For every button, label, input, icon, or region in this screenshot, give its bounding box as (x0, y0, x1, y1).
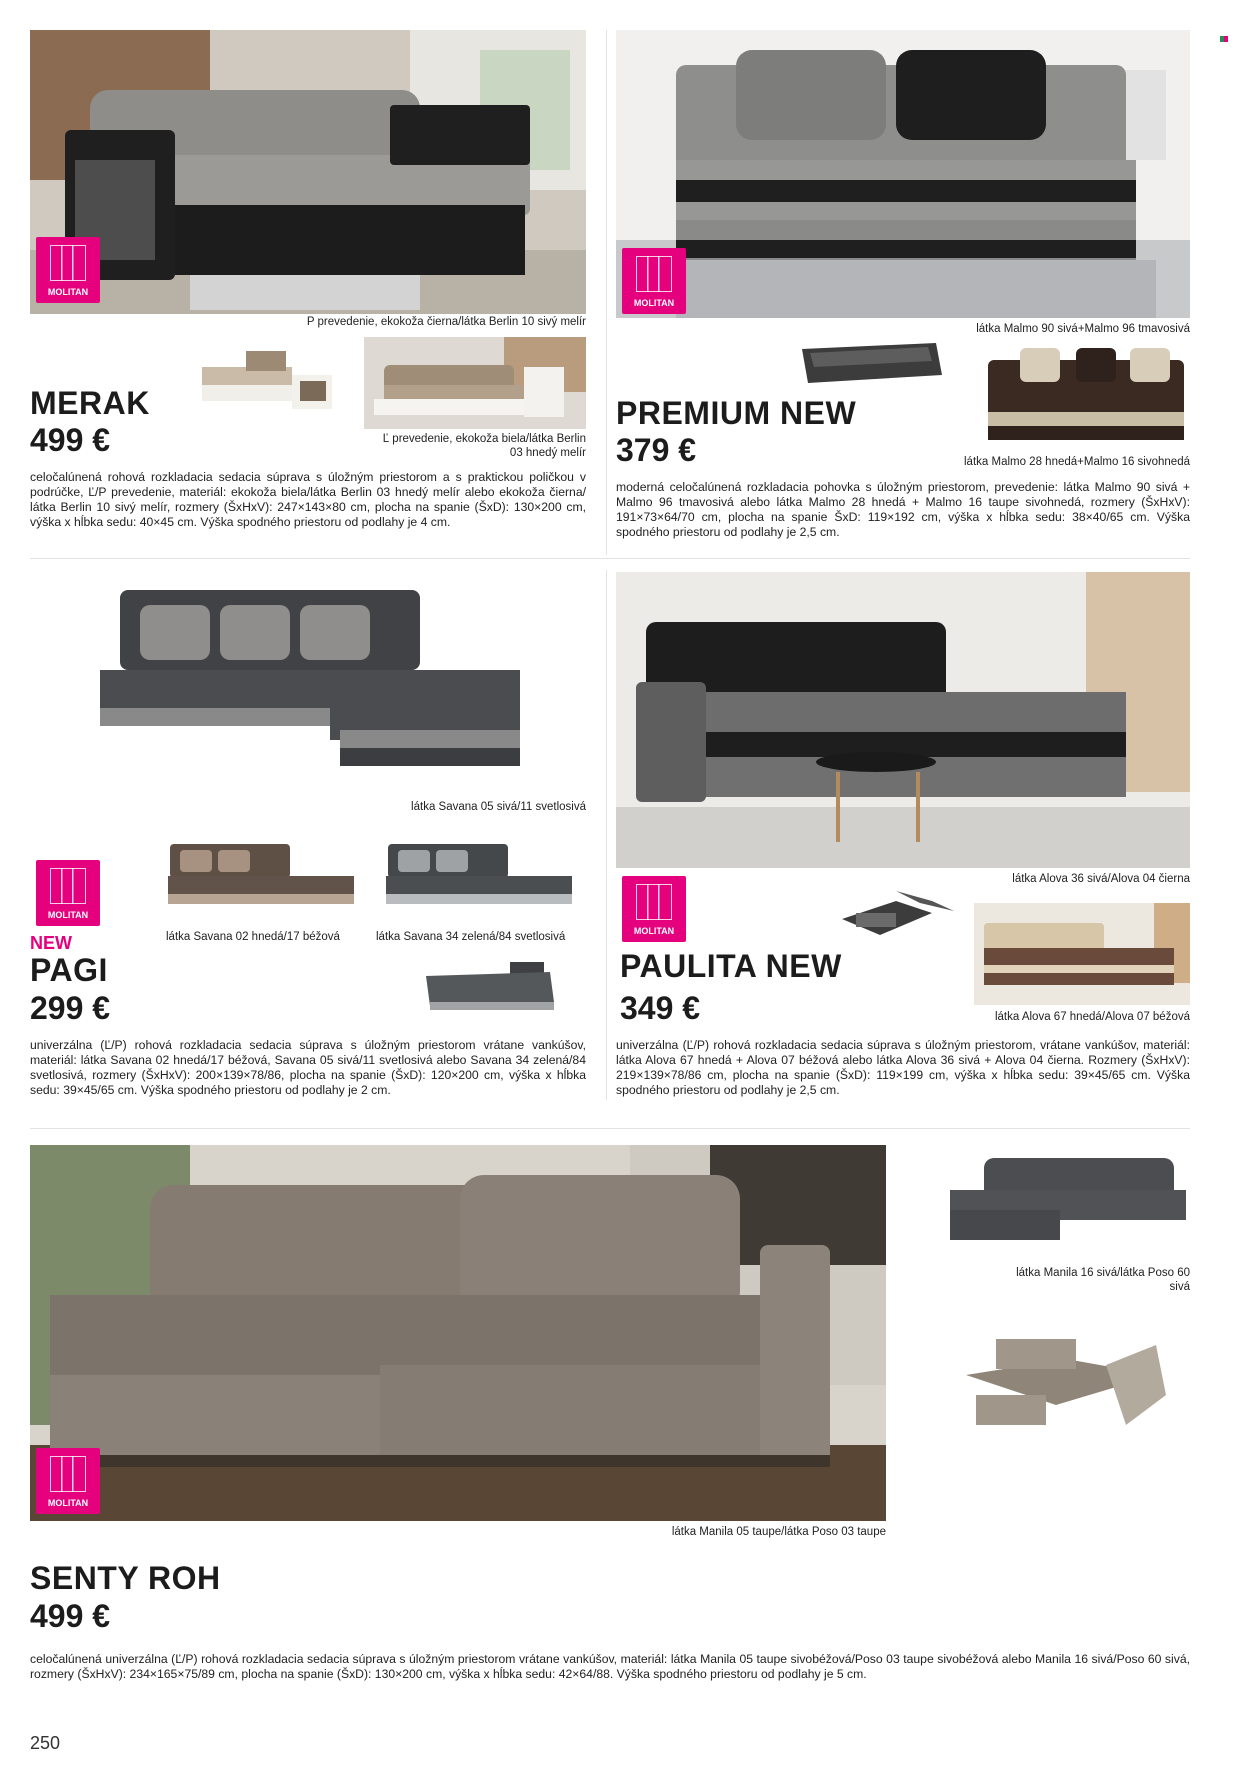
senty-main-photo (30, 1145, 886, 1521)
merak-price: 499 € (30, 422, 111, 458)
senty-grey-caption: látka Manila 16 sivá/látka Poso 60 sivá (1016, 1267, 1190, 1293)
paulita-bed-photo (836, 883, 966, 953)
premium-price: 379 € (616, 432, 697, 468)
pagi-green-caption: látka Savana 34 zelená/84 svetlosivá (376, 931, 566, 943)
pagi-green-photo (384, 838, 574, 918)
senty-name: SENTY ROH (30, 1560, 221, 1596)
senty-bed-photo (956, 1335, 1176, 1447)
merak-description: celočalúnená rohová rozkladacia sedacia súprava s úložným priestorom a s praktickou poličkou v podrúčke, Ľ/P prevedenie, materiál: ekokoža biela/látka Berlin 03 hnedý melír alebo ekokoža čierna/ látka Berlin 10 sivý melír, rozmery (ŠxHxV): 247×143×80 cm, plocha na spanie (ŠxD): 130×200 cm, výška x hĺbka sedu: 40×45 cm. Výška spodného priestoru od podlahy je 4 cm. (30, 470, 586, 529)
column-divider-top (606, 30, 607, 555)
pagi-description: univerzálna (Ľ/P) rohová rozkladacia sedacia súprava s úložným priestorom vrátane vankúšov, materiál: látka Savana 02 hnedá/17 béžová, Savana 05 sivá/11 svetlosivá alebo Savana 34 zelená/84 svetlosivá, rozmery (ŠxHxV): 200×139×78/86, plocha na spanie (ŠxD): 120×200 cm, výška x hĺbka sedu: 39×45/65 cm. Výška spodného priestoru od podlahy je 2 cm. (30, 1038, 586, 1097)
paulita-main-caption: látka Alova 36 sivá/Alova 04 čierna (1012, 873, 1190, 885)
pagi-bed-photo (420, 958, 560, 1018)
pagi-molitan-badge: MOLITAN (36, 860, 100, 926)
premium-main-photo (616, 30, 1190, 318)
pagi-main-caption: látka Savana 05 sivá/11 svetlosivá (411, 801, 586, 813)
merak-variant-photo (364, 337, 586, 429)
merak-main-photo (30, 30, 586, 314)
pagi-price: 299 € (30, 990, 111, 1026)
merak-molitan-badge: MOLITAN (36, 237, 100, 303)
paulita-description: univerzálna (Ľ/P) rohová rozkladacia sedacia súprava s úložným priestorom, vrátane vankúšov, materiál: látka Alova 67 hnedá + Alova 07 béžová alebo látka Alova 36 sivá + Alova 04 čierna. Rozmery (ŠxHxV): 219×139×78/86 cm, plocha na spanie (ŠxD): 119×199 cm, výška x hĺbka sedu: 39×45/65 cm. Výška spodného priestoru od podlahy je 2,5 cm. (616, 1038, 1190, 1097)
paulita-main-photo (616, 572, 1190, 868)
pagi-main-photo (90, 580, 550, 790)
pagi-name: PAGI (30, 952, 108, 988)
merak-name: MERAK (30, 385, 150, 421)
senty-description: celočalúnená univerzálna (Ľ/P) rohová rozkladacia sedacia súprava s úložným priestorom vrátane vankúšov, materiál: látka Manila 05 taupe sivobéžová/Poso 03 taupe sivobéžová alebo Manila 16 sivá/Poso 60 sivá, rozmery (ŠxHxV): 234×165×75/89 cm, plocha na spanie (ŠxD): 130×200 cm, výška x hĺbka sedu: 42×64/88. Výška spodného priestoru od podlahy je 5 cm. (30, 1652, 1190, 1681)
premium-molitan-badge: MOLITAN (622, 248, 686, 314)
premium-variant-photo (980, 340, 1190, 452)
senty-grey-photo (944, 1150, 1190, 1250)
premium-variant-caption: látka Malmo 28 hnedá+Malmo 16 sivohnedá (964, 456, 1190, 468)
merak-variant-caption: Ľ prevedenie, ekokoža biela/látka Berlin 03 hnedý melír (382, 433, 586, 459)
paulita-variant-caption: látka Alova 67 hnedá/Alova 07 béžová (994, 1011, 1190, 1023)
merak-bed-photo (196, 345, 348, 415)
pagi-brown-photo (166, 838, 356, 918)
senty-price: 499 € (30, 1598, 111, 1634)
page-number: 250 (30, 1733, 61, 1753)
section-divider-2 (30, 1128, 1190, 1129)
merak-main-caption: P prevedenie, ekokoža čierna/látka Berlin 10 sivý melír (306, 316, 586, 328)
premium-description: moderná celočalúnená rozkladacia pohovka s úložným priestorom, prevedenie: látka Malmo 90 sivá + Malmo 96 tmavosivá alebo látka Malmo 28 hnedá + Malmo 16 taupe sivohnedá, rozmery (ŠxHxV): 191×73×64/70 cm, plocha na spanie ŠxD: 119×192 cm, výška x hĺbka sedu: 38×40/65 cm. Výška spodného priestoru od podlahy je 2,5 cm. (616, 480, 1190, 539)
senty-main-caption: látka Manila 05 taupe/látka Poso 03 taupe (671, 1526, 886, 1538)
paulita-variant-photo (974, 903, 1190, 1005)
senty-molitan-badge: MOLITAN (36, 1448, 100, 1514)
pagi-new-tag: NEW (30, 933, 72, 953)
premium-main-caption: látka Malmo 90 sivá+Malmo 96 tmavosivá (976, 323, 1190, 335)
premium-bed-photo (796, 335, 948, 391)
section-divider-1 (30, 558, 1190, 559)
paulita-molitan-badge: MOLITAN (622, 876, 686, 942)
corner-mark-icon (1220, 36, 1228, 42)
pagi-brown-caption: látka Savana 02 hnedá/17 béžová (166, 931, 340, 943)
column-divider-middle (606, 570, 607, 1100)
paulita-price: 349 € (620, 990, 701, 1026)
premium-name: PREMIUM NEW (616, 395, 857, 431)
paulita-name: PAULITA NEW (620, 948, 842, 984)
